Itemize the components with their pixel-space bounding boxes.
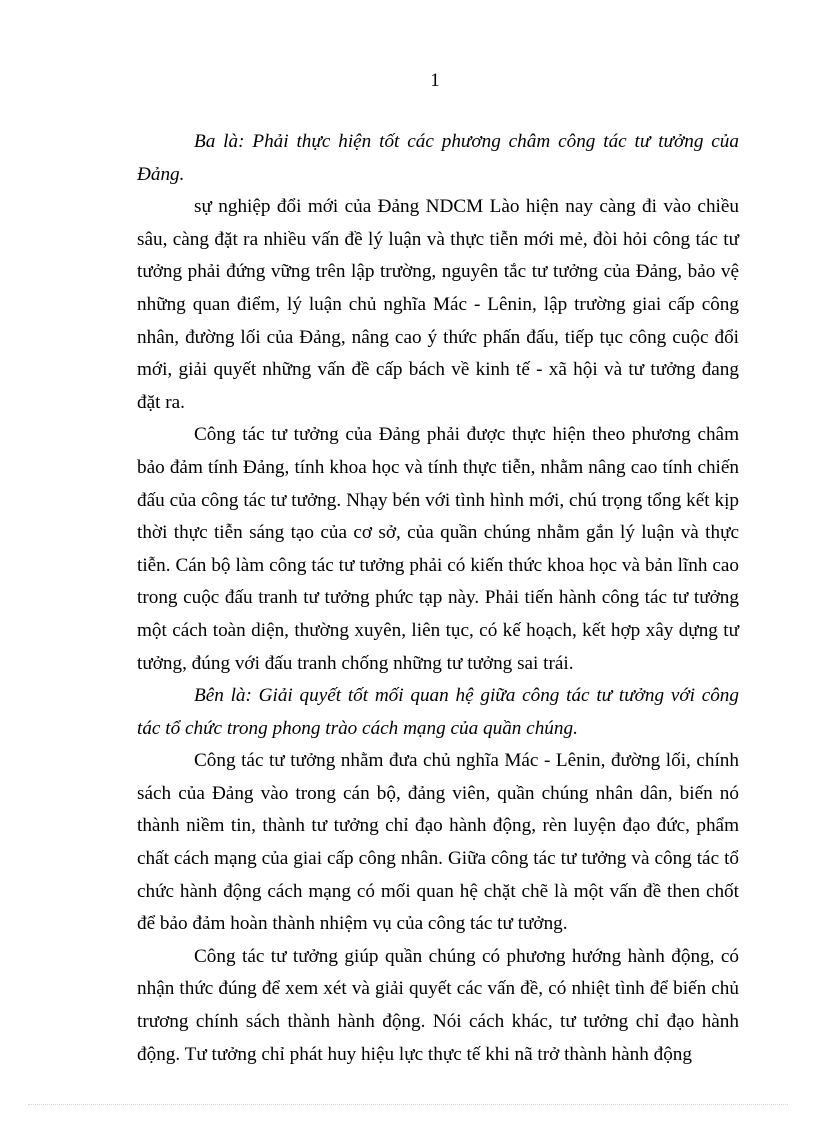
paragraph: Công tác tư tưởng của Đảng phải được thực hiện theo phương châm bảo đảm tính Đảng, tính khoa học và tính thực tiễn, nhằm nâng cao tính chiến đấu của công tác tư tưởng. Nhạy bén với tình hình mới, chú trọng tổng kết kịp thời thực tiễn sáng tạo của cơ sở, của quần chúng nhằm gắn lý luận và thực tiễn. Cán bộ làm công tác tư tưởng phải có kiến thức khoa học và bản lĩnh cao trong cuộc đấu tranh tư tưởng phức tạp này. Phải tiến hành công tác tư tưởng một cách toàn diện, thường xuyên, liên tục, có kế hoạch, kết hợp xây dựng tư tưởng, đúng với đấu tranh chống những tư tưởng sai trái. — [137, 424, 739, 674]
section-heading-four: Bên là: Giải quyết tốt mối quan hệ giữa công tác tư tưởng với công tác tổ chức trong phong trào cách mạng của quần chúng. — [137, 685, 739, 739]
page-number: 1 — [430, 70, 440, 91]
paragraph: Công tác tư tưởng nhằm đưa chủ nghĩa Mác - Lênin, đường lối, chính sách của Đảng vào trong cán bộ, đảng viên, quần chúng nhân dân, biến nó thành niềm tin, thành tư tưởng chỉ đạo hành động, rèn luyện đạo đức, phẩm chất cách mạng của giai cấp công nhân. Giữa công tác tư tưởng và công tác tổ chức hành động cách mạng có mối quan hệ chặt chẽ là một vấn đề then chốt để bảo đảm hoàn thành nhiệm vụ của công tác tư tưởng. — [137, 750, 739, 935]
paragraph: sự nghiệp đổi mới của Đảng NDCM Lào hiện nay càng đi vào chiều sâu, càng đặt ra nhiều vấn đề lý luận và thực tiễn mới mẻ, đòi hỏi công tác tư tưởng phải đứng vững trên lập trường, nguyên tắc tư tưởng của Đảng, bảo vệ những quan điểm, lý luận chủ nghĩa Mác - Lênin, lập trường giai cấp công nhân, đường lối của Đảng, nâng cao ý thức phấn đấu, tiếp tục công cuộc đổi mới, giải quyết những vấn đề cấp bách về kinh tế - xã hội và tư tưởng đang đặt ra. — [137, 196, 739, 413]
document-body — [137, 126, 739, 1071]
paragraph: Công tác tư tưởng giúp quần chúng có phương hướng hành động, có nhận thức đúng để xem xét và giải quyết các vấn đề, có nhiệt tình để biến chủ trương chính sách thành hành động. Nói cách khác, tư tưởng chỉ đạo hành động. Tư tưởng chỉ phát huy hiệu lực thực tế khi nã trở thành hành động — [137, 945, 739, 1065]
section-heading-three: Ba là: Phải thực hiện tốt các phương châm công tác tư tưởng của Đảng. — [137, 131, 739, 185]
page-bottom-divider — [28, 1104, 788, 1105]
